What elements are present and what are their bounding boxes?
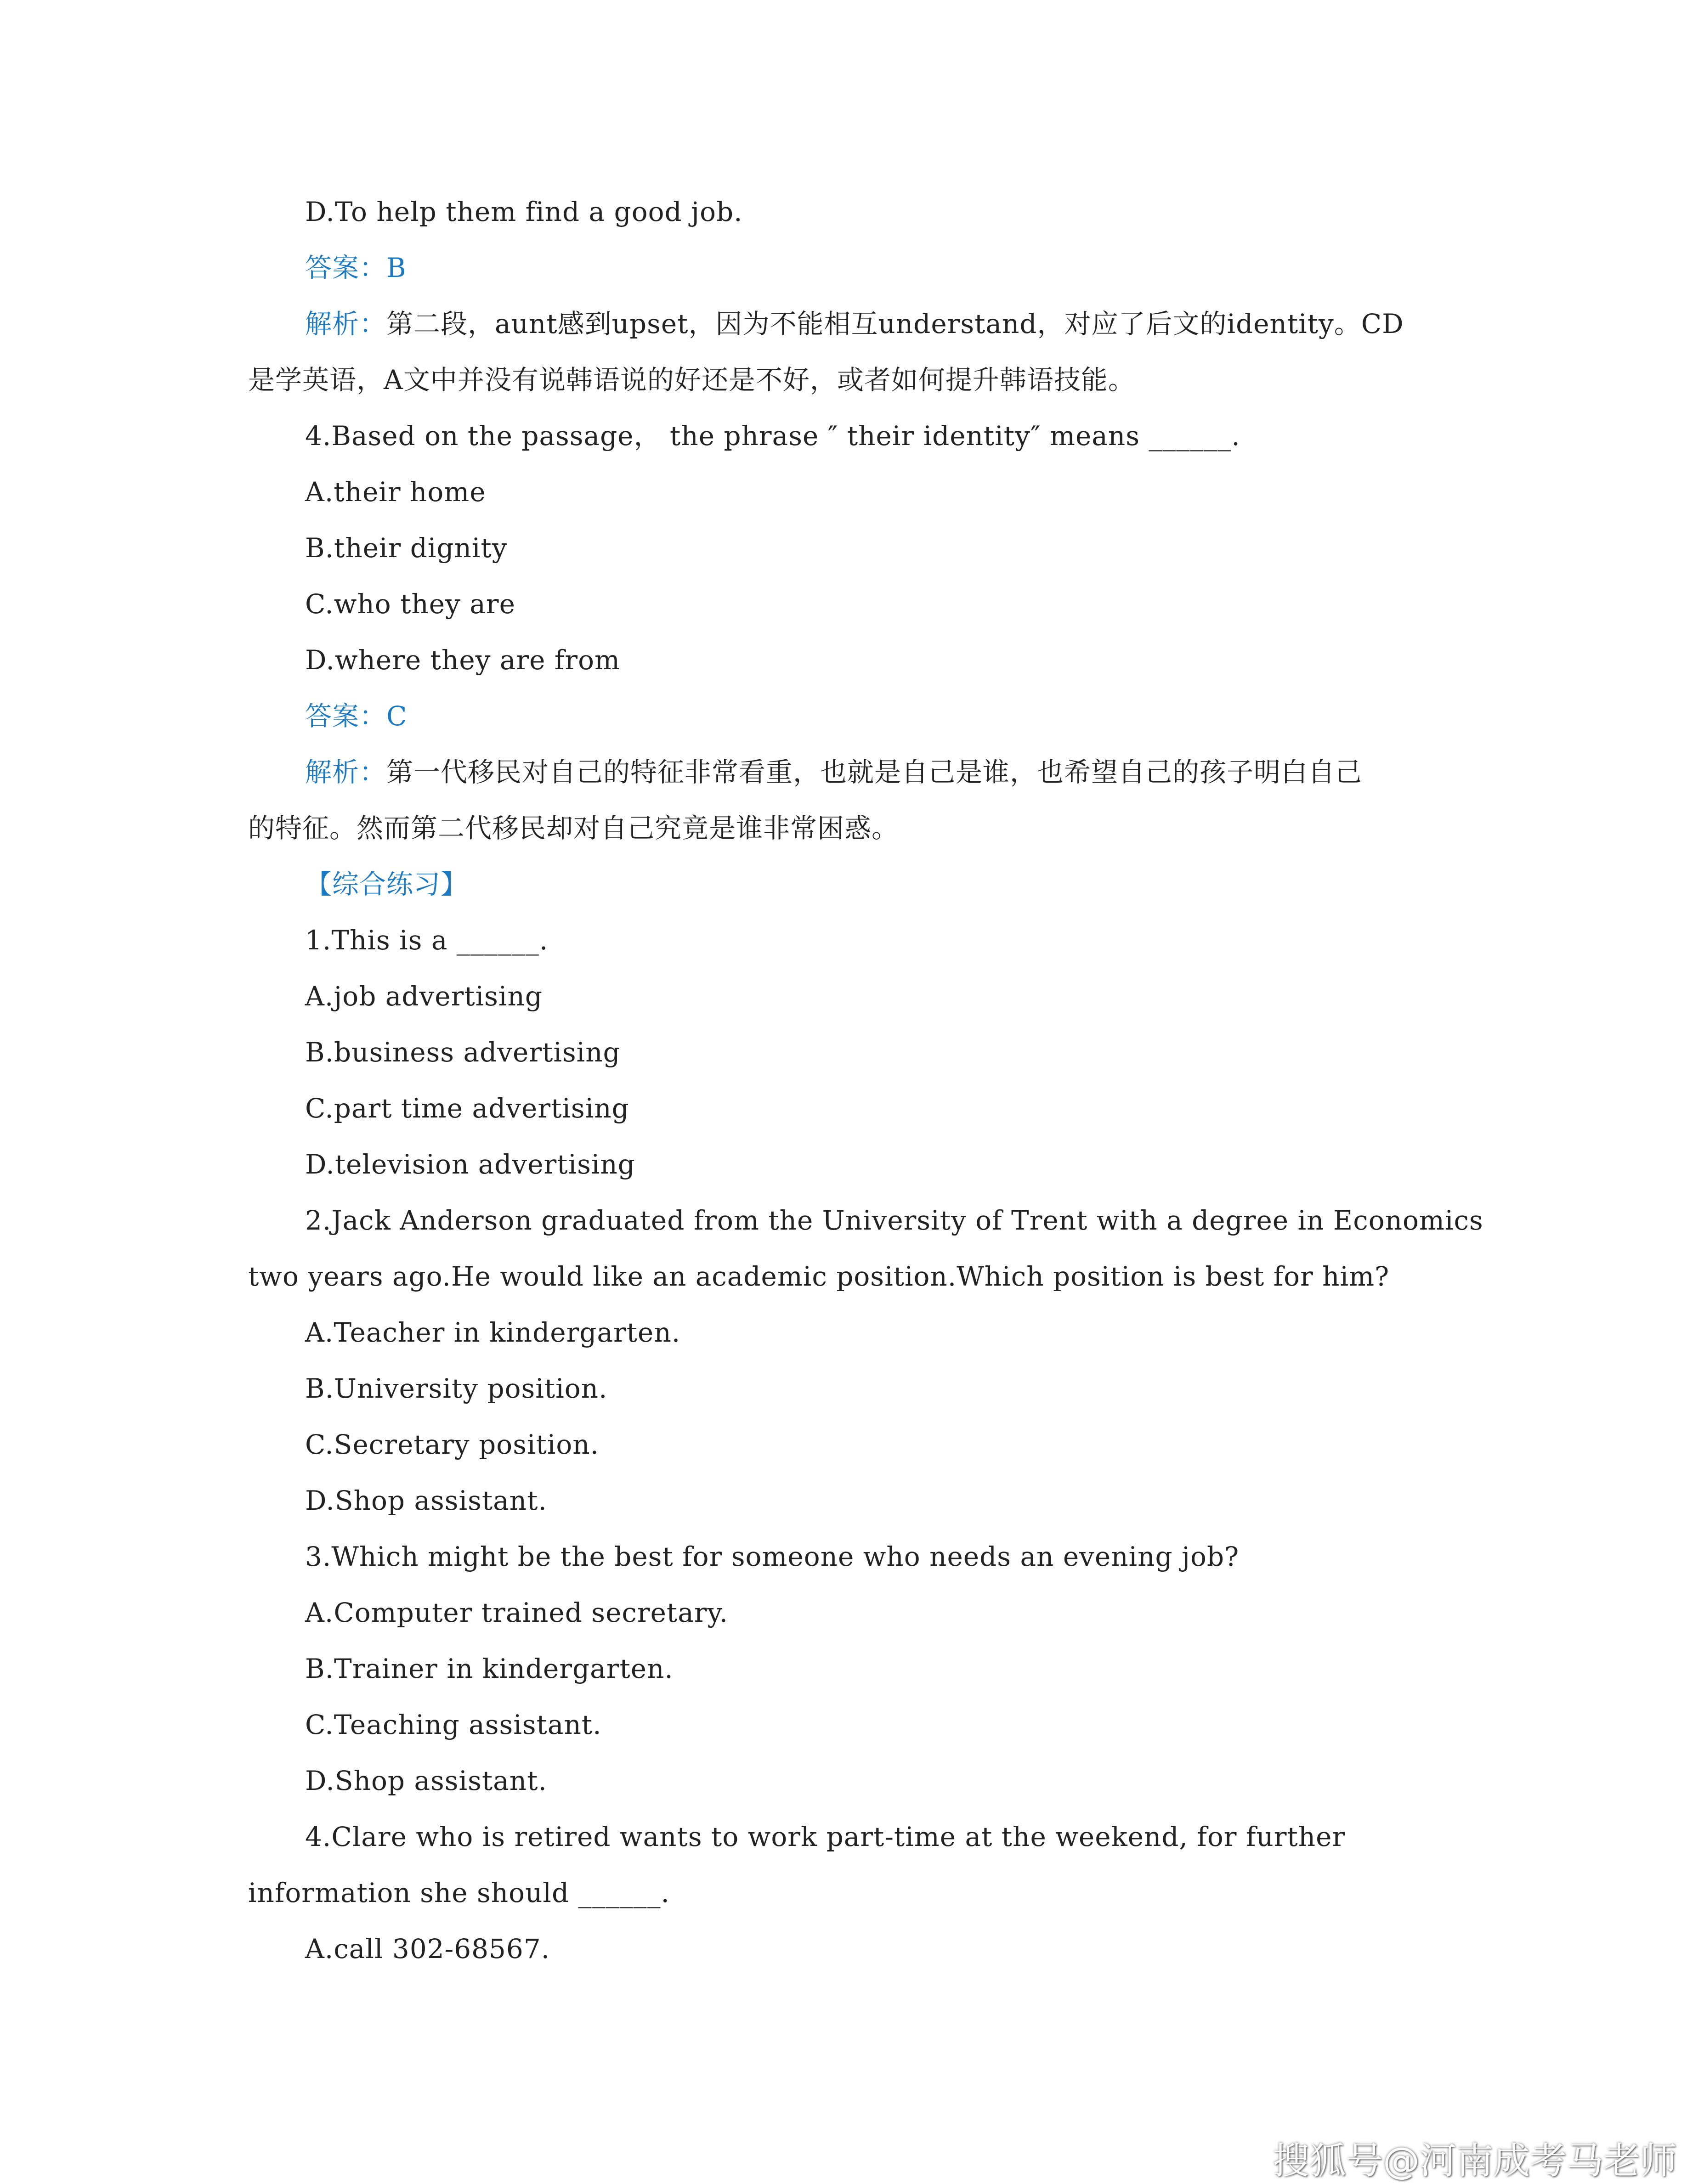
option-line: C.Teaching assistant.	[305, 1709, 602, 1740]
question-line: 4.Clare who is retired wants to work part-time at the weekend, for further	[305, 1821, 1346, 1852]
option-line: D.where they are from	[305, 644, 621, 676]
watermark: 搜狐号@河南成考马老师	[1273, 2139, 1677, 2182]
question-line: 3.Which might be the best for someone who needs an evening job?	[305, 1541, 1240, 1572]
document-body	[248, 184, 1483, 1977]
option-line: A.job advertising	[305, 981, 543, 1012]
option-line: B.their dignity	[305, 532, 508, 564]
option-line: B.University position.	[305, 1373, 608, 1404]
analysis-line	[248, 296, 1443, 352]
question-line: 4.Based on the passage， the phrase ″ their identity″ means ______.	[305, 420, 1240, 451]
option-line: D.Shop assistant.	[305, 1485, 547, 1516]
section-heading: 【综合练习】	[305, 869, 468, 900]
question-continuation: two years ago.He would like an academic position.Which position is best for him?	[248, 1261, 1390, 1292]
option-line: C.who they are	[305, 588, 515, 620]
answer-line: 答案：C	[305, 700, 408, 732]
option-line: D.Shop assistant.	[305, 1765, 547, 1796]
option-line: C.Secretary position.	[305, 1429, 600, 1460]
option-line: B.Trainer in kindergarten.	[305, 1653, 674, 1684]
question-continuation: information she should ______.	[248, 1877, 670, 1908]
option-line: B.business advertising	[305, 1037, 621, 1068]
option-line: C.part time advertising	[305, 1093, 629, 1124]
analysis-text: 第二段，aunt感到upset，因为不能相互understand，对应了后文的identity。CD	[386, 308, 1404, 339]
analysis-label: 解析：	[305, 308, 387, 339]
analysis-text: 第一代移民对自己的特征非常看重，也就是自己是谁，也希望自己的孩子明白自己	[386, 756, 1363, 788]
option-line: A.call 302-68567.	[305, 1933, 550, 1964]
option-line: D.To help them find a good job.	[305, 196, 743, 227]
analysis-continuation: 的特征。然而第二代移民却对自己究竟是谁非常困惑。	[248, 813, 899, 844]
question-line: 1.This is a ______.	[305, 925, 549, 956]
answer-line: 答案：B	[305, 252, 407, 283]
option-line: A.Teacher in kindergarten.	[305, 1317, 681, 1348]
option-line: A.Computer trained secretary.	[305, 1597, 729, 1628]
analysis-label: 解析：	[305, 756, 387, 788]
analysis-line	[248, 744, 1443, 800]
question-line: 2.Jack Anderson graduated from the University of Trent with a degree in Economics	[305, 1205, 1483, 1236]
option-line: D.television advertising	[305, 1149, 635, 1180]
analysis-continuation: 是学英语，A文中并没有说韩语说的好还是不好，或者如何提升韩语技能。	[248, 364, 1135, 395]
option-line: A.their home	[305, 476, 486, 508]
